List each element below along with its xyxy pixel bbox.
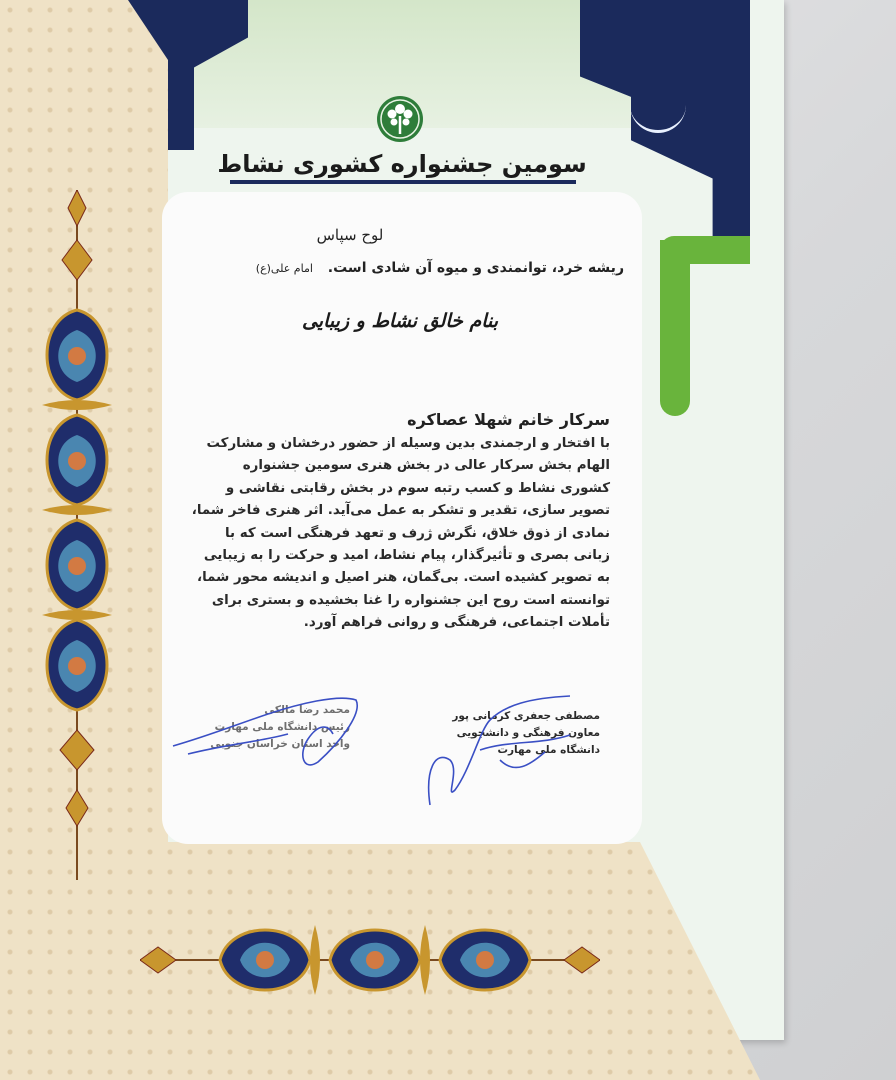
- signatory-left-name: محمد رضا مالکی: [264, 704, 350, 716]
- signatory-right-title2: دانشگاه ملی مهارت: [497, 744, 600, 756]
- certificate-heading: لوح سپاس: [316, 226, 384, 244]
- quote-author: امام علی(ع): [255, 262, 313, 275]
- arabesque-ornament-vertical: [22, 190, 132, 880]
- quote-text: ریشه خرد، توانمندی و میوه آن شادی است.: [327, 260, 624, 276]
- invocation: بنام خالق نشاط و زیبایی: [301, 310, 499, 332]
- recipient-name: سرکار خانم شهلا عصاکره: [407, 410, 610, 429]
- certificate-body: با افتخار و ارجمندی بدین وسیله از حضور درخشان و مشارکت الهام بخش سرکار عالی در بخش هنری سومین جشنواره کشوری نشاط و کسب رتبه سوم در بخش رقابتی نقاشی و تصویر سازی، تقدیر و تشکر به عمل می‌آید. اثر هنری فاخر شما، نمادی از ذوق خلاق، نگرش ژرف و تعهد فرهنگی است که با زبانی بصری و تأثیرگذار، پیام نشاط، امید و حرکت را به زیبایی به تصویر کشیده است. بی‌گمان، هنر اصیل و اندیشه محور شما، توانسته است روح این جشنواره را غنا بخشیده و بستری برای تأملات اجتماعی، فرهنگی و روانی فراهم آورد.: [191, 436, 610, 631]
- title-underline: [230, 180, 576, 184]
- decor-green-strip: [660, 240, 690, 416]
- quote-line: [240, 260, 624, 276]
- festival-title-text: سومین جشنواره کشوری نشاط: [217, 150, 587, 178]
- arabesque-ornament-horizontal: [140, 905, 600, 1015]
- festival-title: [210, 144, 594, 184]
- tree-logo-icon: [372, 94, 428, 144]
- signatory-right-title1: معاون فرهنگی و دانشجویی: [456, 727, 600, 739]
- signature-left-scribble: [168, 684, 368, 774]
- signatory-left-title2: واحد استان خراسان جنوبی: [210, 738, 350, 750]
- signature-right-scribble: [420, 690, 590, 820]
- signatory-left-title1: رئیس دانشگاه ملی مهارت: [214, 721, 350, 733]
- signatory-right-name: مصطفی جعفری کرمانی پور: [452, 710, 600, 722]
